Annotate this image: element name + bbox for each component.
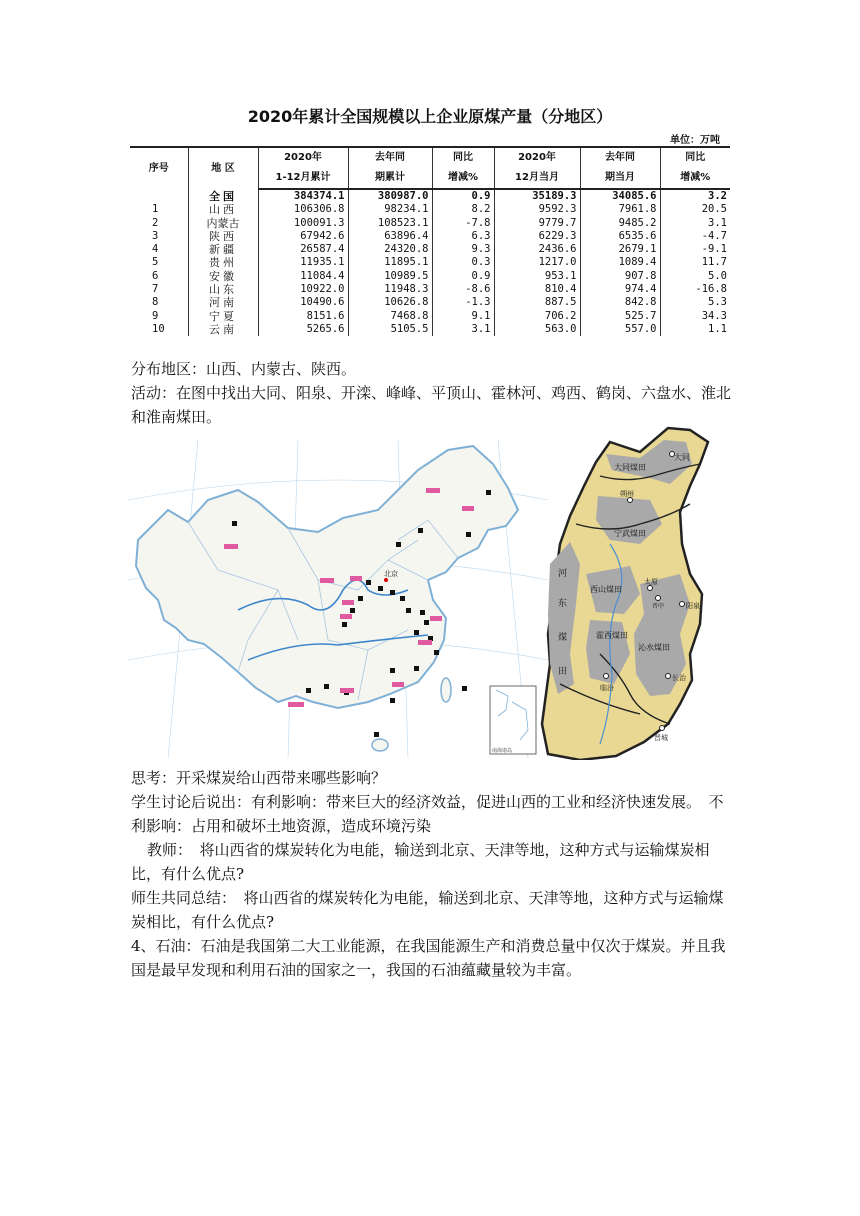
south-sea-inset <box>490 686 536 754</box>
label-yangquan: 阳泉 <box>686 602 700 610</box>
cell-region: 山西 <box>188 203 258 216</box>
cell-ytd-prev: 63896.4 <box>348 230 432 243</box>
header-region: 地 区 <box>188 147 258 189</box>
cell-ytd-chg: 8.2 <box>432 203 494 216</box>
cell-region: 山东 <box>188 283 258 296</box>
beijing-marker <box>384 578 388 582</box>
header-ytd-chg-sub: 增减% <box>432 168 494 189</box>
cell-ytd: 10922.0 <box>258 283 348 296</box>
cell-region: 陕西 <box>188 230 258 243</box>
label-changzhi: 长治 <box>672 674 686 682</box>
cell-ytd-chg: 0.3 <box>432 256 494 269</box>
paragraph-discussion: 学生讨论后说出：有利影响：带来巨大的经济效益，促进山西的工业和经济快速发展。 不利影响：占用和破坏土地资源，造成环境污染 <box>131 793 724 835</box>
cell-seq: 10 <box>130 323 188 336</box>
cell-dec-chg: 5.3 <box>708 296 727 309</box>
cell-ytd: 384374.1 <box>258 189 348 203</box>
cell-region: 全国 <box>188 189 258 203</box>
cell-seq: 5 <box>130 256 188 269</box>
cell-dec: 563.0 <box>494 323 580 336</box>
header-dec-2020: 2020年 <box>494 147 580 168</box>
header-dec-chg-sub: 增减% <box>660 168 730 189</box>
header-dec-2020-sub: 12月当月 <box>494 168 580 189</box>
cell-dec-chg: 34.3 <box>701 309 727 322</box>
table-row <box>130 296 730 309</box>
cell-dec-prev: 9485.2 <box>580 217 660 230</box>
cell-dec-prev: 34085.6 <box>580 189 660 203</box>
table-row <box>130 189 730 203</box>
coal-output-table <box>130 146 730 336</box>
cell-seq: 4 <box>130 243 188 256</box>
label-datong: 大同 <box>674 453 690 462</box>
cell-ytd-prev: 380987.0 <box>348 189 432 203</box>
label-taiyuan: 太原 <box>644 578 658 586</box>
cell-dec-chg: 5.0 <box>708 269 727 282</box>
cell-seq: 7 <box>130 283 188 296</box>
cell-ytd-prev: 108523.1 <box>348 217 432 230</box>
cell-ytd: 5265.6 <box>258 323 348 336</box>
table-row <box>130 243 730 256</box>
paragraph-summary: 师生共同总结： 将山西省的煤炭转化为电能，输送到北京、天津等地，这种方式与运输煤炭相比，有什么优点? <box>131 889 724 931</box>
label-mei: 煤 <box>558 633 568 643</box>
cell-dec: 35189.3 <box>494 189 580 203</box>
cell-seq: 9 <box>130 310 188 323</box>
cell-ytd: 67942.6 <box>258 230 348 243</box>
table-row <box>130 256 730 269</box>
cell-dec: 2436.6 <box>494 243 580 256</box>
cell-dec: 9779.7 <box>494 217 580 230</box>
cell-region: 云南 <box>188 323 258 336</box>
label-dong: 东 <box>558 599 568 609</box>
cell-ytd: 11935.1 <box>258 256 348 269</box>
header-ytd-chg: 同比 <box>432 147 494 168</box>
cell-ytd-prev: 24320.8 <box>348 243 432 256</box>
cell-ytd-prev: 5105.5 <box>348 323 432 336</box>
cell-ytd: 8151.6 <box>258 310 348 323</box>
paragraph-teacher <box>131 838 731 886</box>
svg-text:沁水煤田: 沁水煤田 <box>638 643 670 652</box>
cell-seq: 8 <box>130 296 188 309</box>
label-tian: 田 <box>558 667 568 677</box>
header-dec-prev-sub: 期当月 <box>580 168 660 189</box>
cell-ytd-chg: -8.6 <box>432 283 494 296</box>
teacher-text: 教师： 将山西省的煤炭转化为电能，输送到北京、天津等地，这种方式与运输煤炭相比，有什么优点? <box>131 841 710 883</box>
cell-dec-chg: 3.2 <box>708 190 727 202</box>
cell-ytd-prev: 11948.3 <box>348 283 432 296</box>
cell-dec-chg: 11.7 <box>701 256 727 269</box>
coal-output-table-figure <box>130 100 730 358</box>
cell-dec: 6229.3 <box>494 230 580 243</box>
cell-dec-chg: 1.1 <box>708 322 727 335</box>
table-unit: 单位：万吨 <box>670 135 720 146</box>
header-seq: 序号 <box>130 147 188 189</box>
header-ytd-2020-sub: 1-12月累计 <box>258 168 348 189</box>
cell-dec: 810.4 <box>494 283 580 296</box>
table-row <box>130 310 730 323</box>
cell-dec: 887.5 <box>494 296 580 309</box>
table-row <box>130 217 730 230</box>
cell-ytd: 11084.4 <box>258 270 348 283</box>
header-ytd-prev-sub: 期累计 <box>348 168 432 189</box>
cell-region: 新疆 <box>188 243 258 256</box>
table-row <box>130 270 730 283</box>
cell-dec-chg: -9.1 <box>701 243 727 256</box>
table-row <box>130 283 730 296</box>
label-xishan-coalfield: 西山煤田 <box>590 585 622 594</box>
label-jinzhong: 晋中 <box>652 603 665 610</box>
cell-ytd-chg: -7.8 <box>432 217 494 230</box>
paragraph-distribution: 分布地区：山西、内蒙古、陕西。 <box>131 360 357 378</box>
table-row <box>130 203 730 216</box>
cell-ytd: 26587.4 <box>258 243 348 256</box>
cell-ytd-chg: 3.1 <box>432 323 494 336</box>
header-ytd-2020: 2020年 <box>258 147 348 168</box>
cell-ytd-chg: 0.9 <box>432 189 494 203</box>
label-datong-coalfield: 大同煤田 <box>614 463 646 472</box>
cell-dec-prev: 525.7 <box>580 310 660 323</box>
cell-dec: 9592.3 <box>494 203 580 216</box>
beijing-label: 北京 <box>384 570 398 578</box>
cell-dec-prev: 1089.4 <box>580 256 660 269</box>
table-title: 2020年累计全国规模以上企业原煤产量（分地区） <box>247 107 613 126</box>
cell-dec-prev: 907.8 <box>580 270 660 283</box>
cell-ytd: 100091.3 <box>258 217 348 230</box>
svg-text:霍西煤田: 霍西煤田 <box>596 631 628 640</box>
cell-ytd-prev: 10626.8 <box>348 296 432 309</box>
south-sea-label: 南海诸岛 <box>492 748 513 754</box>
cell-ytd-prev: 10989.5 <box>348 270 432 283</box>
cell-seq: 6 <box>130 270 188 283</box>
taiwan-outline <box>441 678 451 702</box>
table-row <box>130 323 730 336</box>
cell-seq: 2 <box>130 217 188 230</box>
cell-seq: 3 <box>130 230 188 243</box>
cell-ytd-prev: 98234.1 <box>348 203 432 216</box>
cell-ytd-chg: -1.3 <box>432 296 494 309</box>
cell-region: 宁夏 <box>188 310 258 323</box>
hainan-outline <box>372 739 388 751</box>
shanxi-coal-map <box>540 424 720 760</box>
cell-dec-prev: 7961.8 <box>580 203 660 216</box>
cell-ytd-prev: 7468.8 <box>348 310 432 323</box>
cell-ytd-chg: 6.3 <box>432 230 494 243</box>
cell-dec: 953.1 <box>494 270 580 283</box>
label-qinshui-coalfield <box>638 642 670 652</box>
cell-ytd-chg: 9.3 <box>432 243 494 256</box>
cell-dec-prev: 842.8 <box>580 296 660 309</box>
cell-ytd: 106306.8 <box>258 203 348 216</box>
header-dec-chg: 同比 <box>660 147 730 168</box>
cell-dec-chg: -16.8 <box>695 283 727 296</box>
cell-dec: 706.2 <box>494 310 580 323</box>
cell-dec: 1217.0 <box>494 256 580 269</box>
paragraph-think: 思考：开采煤炭给山西带来哪些影响？ <box>131 769 387 787</box>
cell-dec-chg: 20.5 <box>701 203 727 216</box>
cell-seq: 1 <box>130 203 188 216</box>
label-linfen: 临汾 <box>600 684 614 692</box>
paragraph-petroleum: 4、石油：石油是我国第二大工业能源，在我国能源生产和消费总量中仅次于煤炭。并且我国是最早发现和利用石油的国家之一，我国的石油蕴藏量较为丰富。 <box>131 937 726 979</box>
cell-dec-prev: 557.0 <box>580 323 660 336</box>
cell-ytd-prev: 11895.1 <box>348 256 432 269</box>
cell-seq <box>130 189 188 203</box>
label-huoxi-coalfield <box>596 630 628 640</box>
cell-dec-chg: 3.1 <box>708 216 727 229</box>
cell-region: 贵州 <box>188 256 258 269</box>
label-shuozhou: 朔州 <box>620 490 634 498</box>
cell-region: 内蒙古 <box>188 217 258 230</box>
cell-ytd: 10490.6 <box>258 296 348 309</box>
cell-ytd-chg: 9.1 <box>432 310 494 323</box>
cell-dec-prev: 974.4 <box>580 283 660 296</box>
header-dec-prev: 去年同 <box>580 147 660 168</box>
cell-region: 河南 <box>188 296 258 309</box>
cell-dec-chg: -4.7 <box>701 229 727 242</box>
header-ytd-prev: 去年同 <box>348 147 432 168</box>
china-outline <box>136 446 518 708</box>
china-coal-map <box>128 440 548 758</box>
label-ningwu-coalfield: 宁武煤田 <box>614 529 646 538</box>
cell-dec-prev: 2679.1 <box>580 243 660 256</box>
label-jincheng: 晋城 <box>654 734 668 742</box>
paragraph-activity: 活动：在图中找出大同、阳泉、开滦、峰峰、平顶山、霍林河、鸡西、鹤岗、六盘水、淮北和淮南煤田。 <box>131 384 732 426</box>
table-row <box>130 230 730 243</box>
label-he: 河 <box>558 569 568 579</box>
cell-ytd-chg: 0.9 <box>432 270 494 283</box>
cell-dec-prev: 6535.6 <box>580 230 660 243</box>
cell-region: 安徽 <box>188 270 258 283</box>
